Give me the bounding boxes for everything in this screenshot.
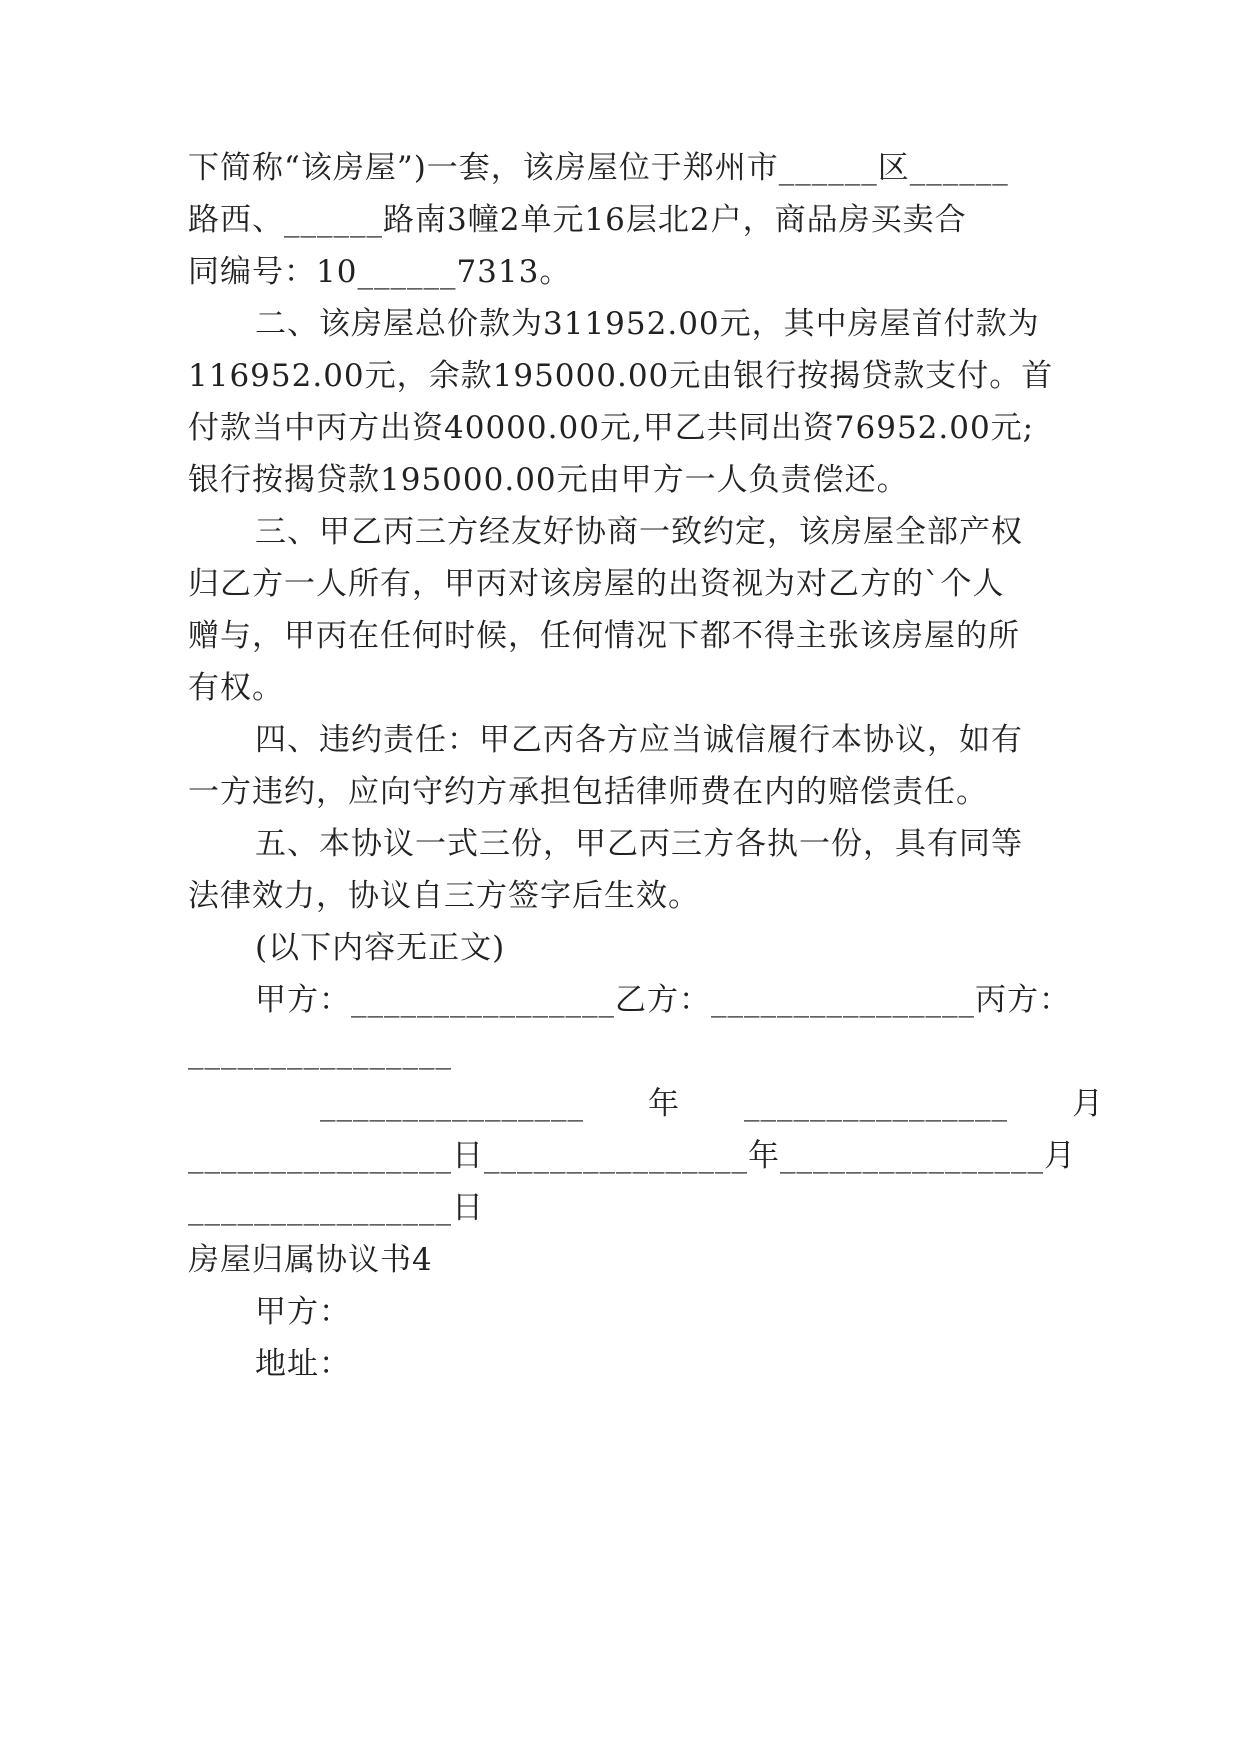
paragraph-line: 同编号：10______7313。 (188, 254, 572, 290)
paragraph-line: 路西、______路南3幢2单元16层北2户，商品房买卖合 (188, 202, 967, 238)
no-text-note: (以下内容无正文) (255, 930, 506, 966)
paragraph-line: 赠与，甲丙在任何时候，任何情况下都不得主张该房屋的所 (188, 618, 1020, 654)
signature-line: 甲方：________________乙方：________________丙方： (255, 982, 1071, 1018)
paragraph-line: 法律效力，协议自三方签字后生效。 (188, 878, 700, 914)
section-title: 房屋归属协议书4 (188, 1242, 433, 1278)
clause-two-line: 二、该房屋总价款为311952.00元，其中房屋首付款为 (255, 306, 1040, 342)
paragraph-line: 116952.00元，余款195000.00元由银行按揭贷款支付。首 (188, 358, 1054, 394)
paragraph-line: 归乙方一人所有，甲丙对该房屋的出资视为对乙方的`个人 (188, 566, 1005, 602)
paragraph-line: 付款当中丙方出资40000.00元,甲乙共同出资76952.00元; (188, 410, 1035, 446)
party-a-label: 甲方： (255, 1294, 351, 1330)
paragraph-line: 银行按揭贷款195000.00元由甲方一人负责偿还。 (188, 462, 909, 498)
address-label: 地址： (255, 1346, 351, 1382)
date-line: ________________ 年 ________________ 月 (320, 1086, 1104, 1122)
clause-three-line: 三、甲乙丙三方经友好协商一致约定，该房屋全部产权 (255, 514, 1023, 550)
paragraph-line: 一方违约，应向守约方承担包括律师费在内的赔偿责任。 (188, 774, 988, 810)
clause-five-line: 五、本协议一式三份，甲乙丙三方各执一份，具有同等 (255, 826, 1023, 862)
paragraph-line: 有权。 (188, 670, 284, 706)
clause-four-line: 四、违约责任：甲乙丙各方应当诚信履行本协议，如有 (255, 722, 1023, 758)
date-line: ________________日________________年________________月 (188, 1138, 1076, 1174)
signature-blank: ________________ (188, 1034, 452, 1070)
paragraph-line: 下简称“该房屋”)一套，该房屋位于郑州市______区______ (188, 150, 1009, 186)
date-line: ________________日 (188, 1190, 484, 1226)
